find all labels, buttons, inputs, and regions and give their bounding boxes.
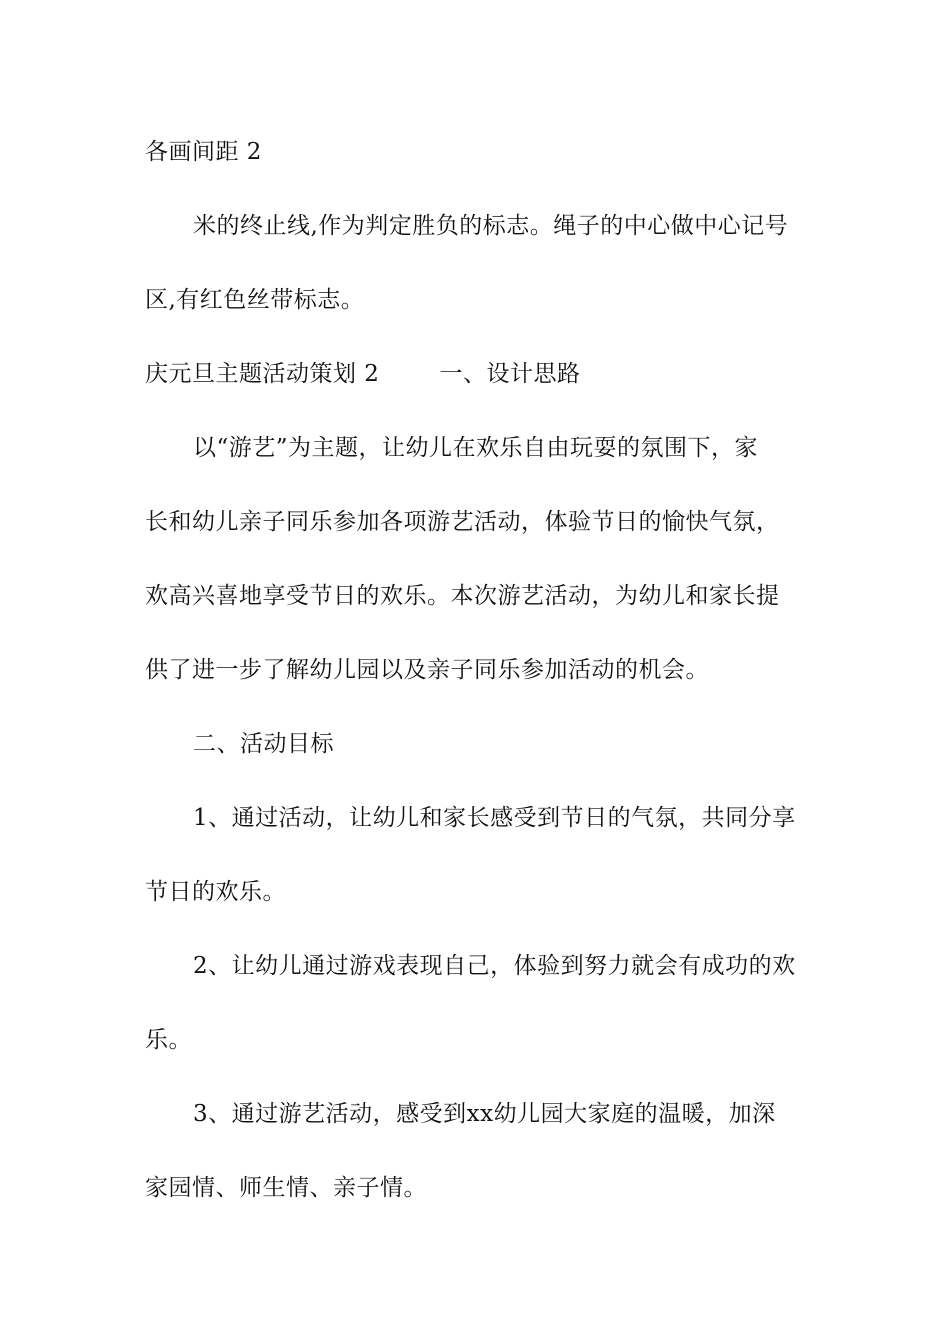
text-line: 区,有红色丝带标志。 (145, 287, 365, 313)
text-line: 以“游艺”为主题，让幼儿在欢乐自由玩耍的氛围下，家 (193, 435, 759, 461)
list-item: 3、通过游艺活动，感受到xx幼儿园大家庭的温暖，加深 (193, 1101, 776, 1127)
text-line: 乐。 (145, 1027, 192, 1053)
section-heading: 一、设计思路 (439, 361, 581, 387)
section-heading-line (145, 359, 580, 389)
text-line: 欢高兴喜地享受节日的欢乐。本次游艺活动，为幼儿和家长提 (145, 583, 780, 609)
list-item: 2、让幼儿通过游戏表现自己，体验到努力就会有成功的欢 (193, 953, 796, 979)
document-title: 庆元旦主题活动策划 2 (145, 361, 380, 387)
section-heading: 二、活动目标 (193, 731, 334, 757)
text-line: 供了进一步了解幼儿园以及亲子同乐参加活动的机会。 (145, 657, 709, 683)
text-line: 长和幼儿亲子同乐参加各项游艺活动，体验节日的愉快气氛， (145, 509, 780, 535)
text-line: 节日的欢乐。 (145, 879, 286, 905)
text-line: 家园情、师生情、亲子情。 (145, 1175, 427, 1201)
text-line: 米的终止线,作为判定胜负的标志。绳子的中心做中心记号 (193, 213, 789, 239)
text-line: 各画间距 2 (145, 139, 262, 165)
list-item: 1、通过活动，让幼儿和家长感受到节日的气氛，共同分享 (193, 805, 796, 831)
